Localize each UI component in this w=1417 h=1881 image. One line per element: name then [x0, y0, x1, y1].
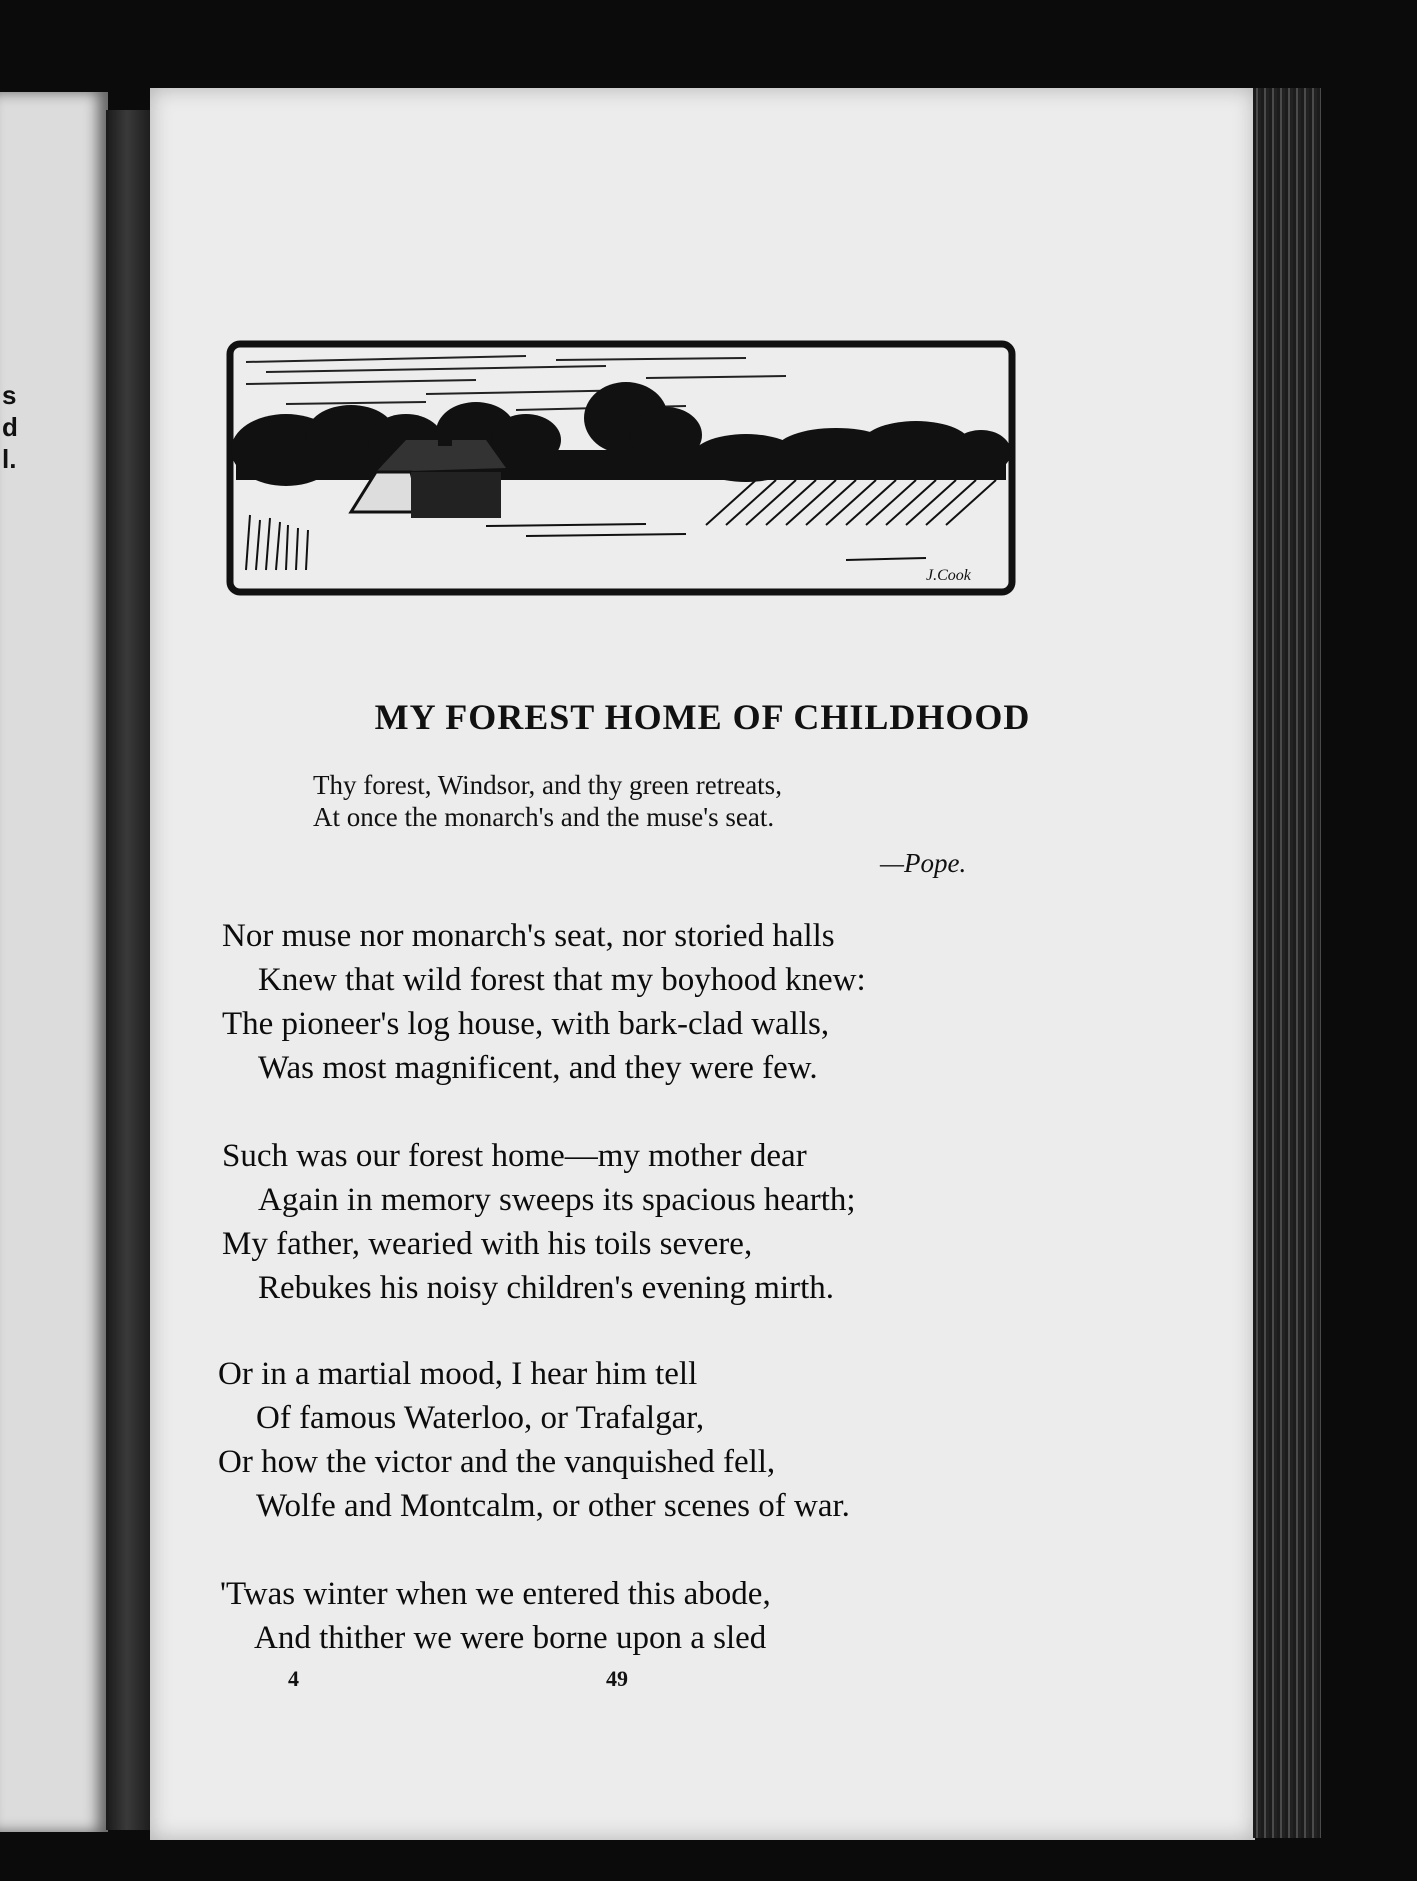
verse-line: Or in a martial mood, I hear him tell: [218, 1356, 698, 1392]
poem-title: MY FOREST HOME OF CHILDHOOD: [374, 697, 1031, 737]
verse-line: My father, wearied with his toils severe,: [222, 1226, 753, 1262]
illustrator-signature: J.Cook: [926, 567, 971, 584]
left-page-fragment: l.: [2, 444, 17, 474]
epigraph-attribution: —Pope.: [880, 848, 967, 878]
verse-line: Rebukes his noisy children's evening mirth.: [258, 1270, 835, 1306]
verse-line: Nor muse nor monarch's seat, nor storied halls: [222, 918, 835, 954]
page-number: 49: [606, 1666, 628, 1691]
signature-mark: 4: [288, 1666, 299, 1691]
verse-line: Or how the victor and the vanquished fell,: [218, 1444, 776, 1480]
verse-line: Of famous Waterloo, or Trafalgar,: [256, 1400, 705, 1436]
verse-line: Knew that wild forest that my boyhood knew:: [258, 962, 866, 998]
left-page-fragment: d: [2, 412, 18, 442]
epigraph-line: Thy forest, Windsor, and thy green retreats,: [313, 770, 782, 800]
verse-line: Such was our forest home—my mother dear: [222, 1138, 807, 1174]
verse-line: 'Twas winter when we entered this abode,: [220, 1576, 771, 1612]
verse-line: Was most magnificent, and they were few.: [258, 1050, 818, 1086]
left-page-fragment: s: [2, 380, 17, 410]
cabin-landscape-illustration: [226, 340, 1016, 596]
left-page: [0, 92, 108, 1832]
verse-line: Wolfe and Montcalm, or other scenes of war.: [256, 1488, 850, 1524]
verse-line: And thither we were borne upon a sled: [254, 1620, 767, 1656]
page-edges: [1253, 88, 1321, 1838]
verse-line: The pioneer's log house, with bark-clad walls,: [222, 1006, 830, 1042]
epigraph-line: At once the monarch's and the muse's seat.: [313, 802, 775, 832]
verse-line: Again in memory sweeps its spacious hearth;: [258, 1182, 856, 1218]
